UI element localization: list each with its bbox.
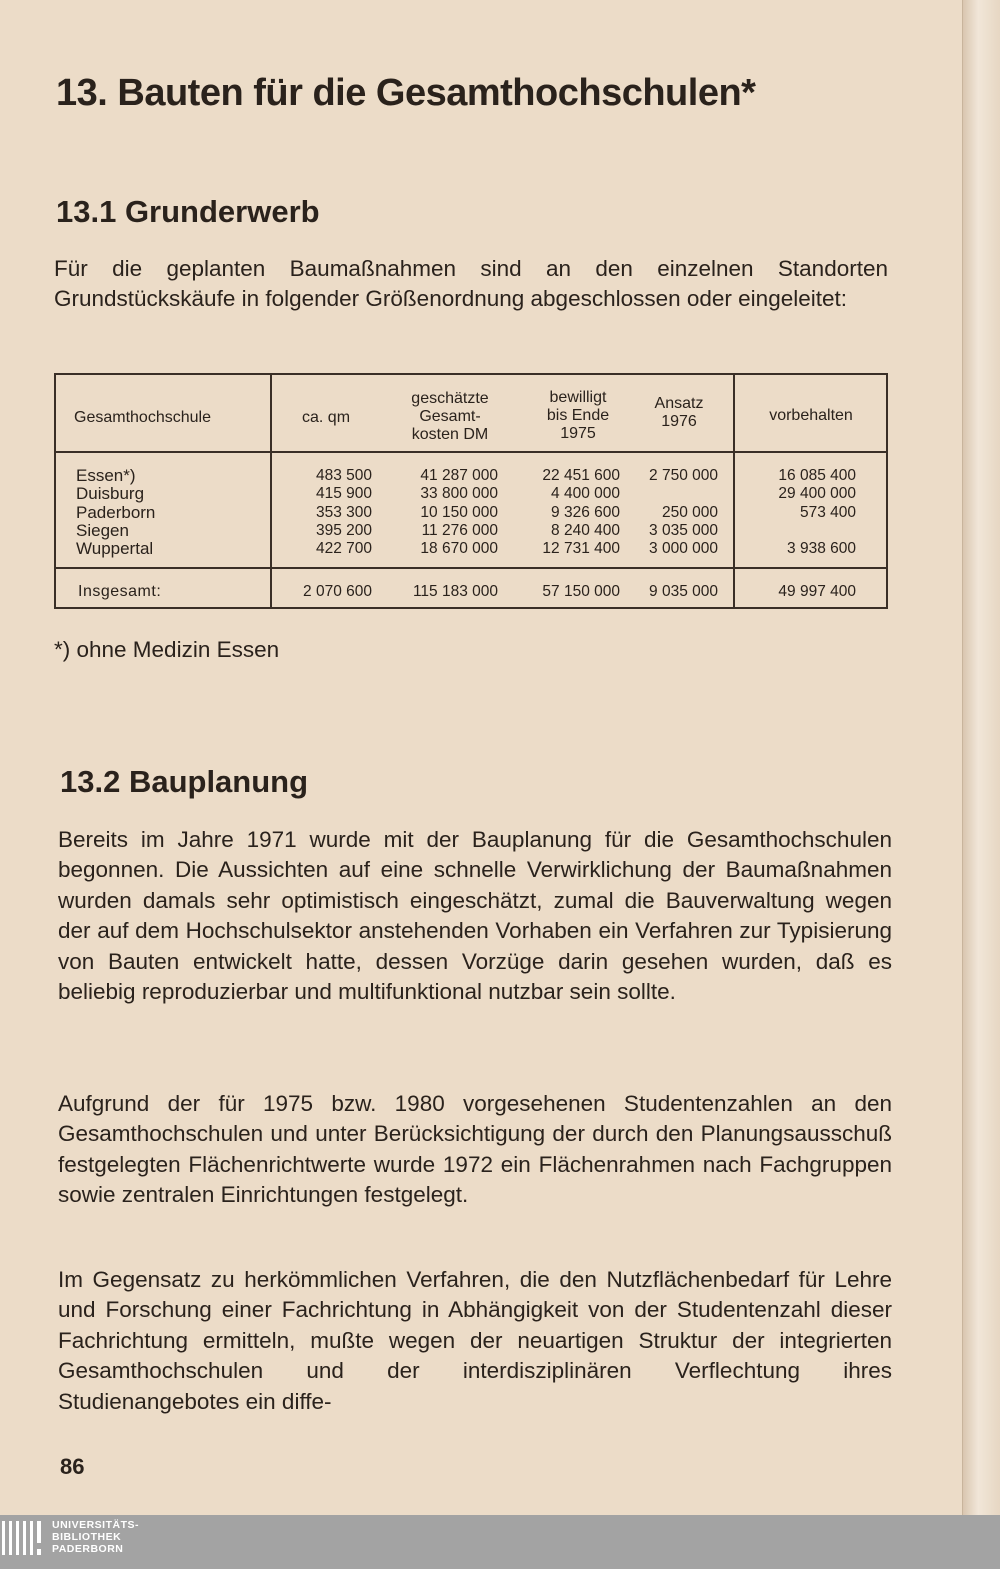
table-cell: 4 400 000 [551,485,620,503]
table-cell: 29 400 000 [778,485,856,503]
header-qm: ca. qm [302,409,351,426]
header-kosten: geschätzte Gesamt- kosten DM [411,390,489,443]
table-cell: 22 451 600 [542,467,620,484]
column-qm [288,467,372,558]
table-cell: 3 000 000 [649,540,718,558]
table-cell: Paderborn [76,502,156,522]
table-cell: 18 670 000 [420,540,498,558]
table-cell: Duisburg [76,484,145,504]
table-cell: 16 085 400 [778,467,856,484]
table-cell: 12 731 400 [542,540,620,558]
table-cell: 395 200 [315,521,372,539]
header-bewilligt: bewilligt bis Ende 1975 [546,389,610,442]
page-number: 86 [60,1454,85,1479]
total-vorbehalten: 49 997 400 [778,583,856,600]
table-cell: 250 000 [661,503,718,521]
section-heading-bauplanung: 13.2 Bauplanung [60,764,309,799]
table-cell: 3 035 000 [649,521,718,539]
total-kosten: 115 183 000 [412,583,498,600]
intro-paragraph: Für die geplanten Baumaßnahmen sind an den einzelnen Standorten Grundstückskäufe in folgender Größenordnung abgeschlossen oder eingeleitet: [54,256,888,312]
library-logo-icon [2,1521,46,1563]
table-cell [626,485,718,503]
table-cell: 11 276 000 [421,521,498,539]
column-ansatz [626,467,718,558]
table-cell: 33 800 000 [420,485,498,503]
total-bewilligt: 57 150 000 [542,583,620,600]
header-ansatz: Ansatz 1976 [654,395,704,430]
total-label: Insgesamt: [78,583,162,600]
table-cell: 3 938 600 [787,540,856,558]
table-cell: 422 700 [315,540,372,558]
table-cell: 483 500 [315,467,372,484]
library-footer-bar [0,1515,1000,1569]
header-school: Gesamthochschule [74,409,211,426]
header-vorbehalten: vorbehalten [769,407,853,424]
column-kosten [396,467,498,558]
table-cell: 8 240 400 [551,521,620,539]
table-cell: 415 900 [315,485,372,503]
total-ansatz: 9 035 000 [649,583,718,600]
page-edge [962,0,1000,1515]
table-cell: 2 750 000 [649,467,718,484]
library-name: UNIVERSITÄTS- BIBLIOTHEK PADERBORN [52,1519,140,1555]
table-footnote: *) ohne Medizin Essen [54,637,280,662]
column-bewilligt [518,467,620,558]
chapter-title: 13. Bauten für die Gesamthochschulen* [56,72,756,114]
body-paragraph: Aufgrund der für 1975 bzw. 1980 vorgesehenen Studentenzahlen an den Gesamthochschulen und unter Berücksichtigung der durch den Planungsausschuß festgelegten Flächenrichtwerte wurde 1972 ein Flächenrahmen nach Fachgruppen sowie zentralen Einrichtungen festgelegt. [58,1091,892,1208]
total-qm: 2 070 600 [303,583,372,600]
column-school-names [76,467,155,558]
table-cell: 9 326 600 [551,503,620,521]
body-paragraph: Bereits im Jahre 1971 wurde mit der Bauplanung für die Gesamthochschulen begonnen. Die Aussichten auf eine schnelle Verwirklichung der Baumaßnahmen wurden damals sehr optimistisch eingeschätzt, zumal die Bauverwaltung wegen der auf dem Hochschulsektor anstehenden Vorhaben ein Verfahren zur Typisierung von Bauten entwickelt hatte, dessen Vorzüge darin gesehen wurden, daß es beliebig reproduzierbar und multifunktional nutzbar sein sollte. [58,827,892,1005]
column-vorbehalten [746,467,856,558]
table-cell: Siegen [76,520,129,540]
table-cell: 573 400 [799,503,856,521]
table-cell: Essen*) [76,466,136,485]
land-purchase-table [54,373,888,609]
table-cell: 41 287 000 [420,467,498,484]
table-cell: Wuppertal [76,539,154,559]
table-cell: 353 300 [315,503,372,521]
table-cell: 10 150 000 [420,503,498,521]
body-paragraph: Im Gegensatz zu herkömmlichen Verfahren, die den Nutzflächenbedarf für Lehre und Forschung einer Fachrichtung in Abhängigkeit von der Studentenzahl dieser Fachrichtung ermitteln, mußte wegen der neuartigen Struktur der integrierten Gesamthochschulen und der interdisziplinären Verflechtung ihres Studienangebotes ein diffe- [58,1267,892,1414]
table-cell [746,522,856,540]
section-heading-grunderwerb: 13.1 Grunderwerb [56,194,320,229]
